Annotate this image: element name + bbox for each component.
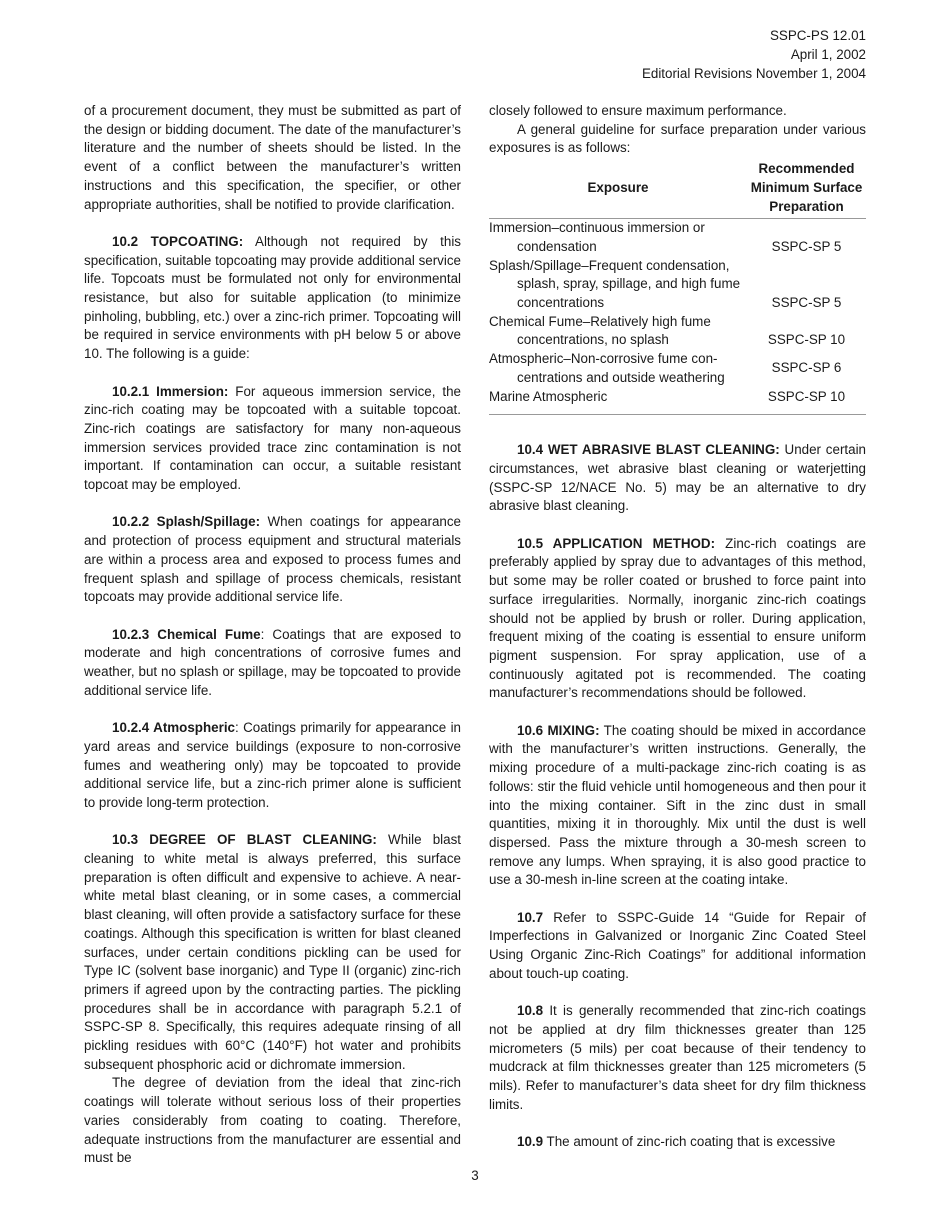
column-header-preparation: Recommended Minimum Surface Preparation bbox=[747, 160, 866, 219]
section-heading: 10.2.4 Atmospheric bbox=[112, 720, 235, 736]
section-text: Refer to SSPC-Guide 14 “Guide for Repair of Imperfections in Galvanized or Inorganic Zinc Coated Steel Using Organic Zinc-Rich Coatings” for additional information about touch-up coating. bbox=[489, 909, 866, 981]
section-10-5 bbox=[489, 535, 866, 703]
section-10-2 bbox=[84, 233, 461, 364]
preparation-cell: SSPC-SP 10 bbox=[747, 388, 866, 415]
section-10-4 bbox=[489, 441, 866, 516]
section-heading: 10.2.3 Chemical Fume bbox=[112, 626, 261, 642]
section-text: : Coatings primarily for appearance in yard areas and service buildings (exposure to non-corrosive fumes and weathering only) may be topcoated to provide additional service life, but a zinc-rich primer alone is sufficient to provide long-term protection. bbox=[84, 720, 461, 810]
surface-preparation-table bbox=[489, 160, 866, 415]
preparation-cell: SSPC-SP 10 bbox=[767, 332, 846, 348]
section-text: The amount of zinc-rich coating that is excessive bbox=[543, 1134, 836, 1150]
section-text: : Coatings that are exposed to moderate and high concentrations of corrosive fumes and weather, but no splash or spillage, may be topcoated to provide additional service life. bbox=[84, 626, 462, 698]
section-10-6 bbox=[489, 722, 866, 890]
section-text: Although not required by this specification, suitable topcoating may provide additional service life. Topcoats must be formulated not only for environmental resistance, but also for suitable application (to minimize pinholing, bubbling, etc.) over a zinc-rich primer. Topcoating will be required in service environments with pH below 5 or above 10. The following is a guide: bbox=[84, 233, 461, 362]
section-text: For aqueous immersion service, the zinc-rich coating may be topcoated with a suitable topcoat. Zinc-rich coatings are satisfactory for many non-aqueous immersion services provided trace zinc contamination is not important. If contamination can occur, a suitable resistant topcoat may be employed. bbox=[84, 383, 461, 493]
section-10-2-1 bbox=[84, 383, 461, 495]
exposure-cell: Chemical Fume–Relatively high fume concentrations, no splash bbox=[489, 313, 711, 348]
section-text: While blast cleaning to white metal is always preferred, this surface preparation is often difficult and expensive to achieve. A near-white metal blast cleaning, or in some cases, a commercial blast cleaning, will often provide a satisfactory surface for these coatings. Although this specification is written for blast cleaned surfaces, under certain conditions pickling can be used for Type IC (solvent base inorganic) and Type II (organic) zinc-rich primers if agreed upon by the contracting parties. The pickling procedures shall be in accordance with paragraph 5.2.1 of SSPC-SP 8. Specifically, this requires adequate rinsing of all pickling residues with 60°C (140°F) hot water and prohibits subsequent phosphoric acid or dichromate immersion. bbox=[84, 832, 461, 1072]
section-text: Under certain circumstances, wet abrasive blast cleaning or waterjetting (SSPC-SP 12/NACE No. 5) may be an alternative to dry abrasive blast cleaning. bbox=[489, 442, 866, 514]
guideline-paragraph: A general guideline for surface preparation under various exposures is as follows: bbox=[489, 121, 866, 156]
section-10-9 bbox=[489, 1133, 866, 1152]
section-text: It is generally recommended that zinc-rich coatings not be applied at dry film thicknesses greater than 125 micrometers (5 mils) per coat because of their tendency to mudcrack at film thicknesses greater than 125 micrometers (5 mils). Refer to manufacturer’s data sheet for dry film thickness limits. bbox=[489, 1003, 866, 1112]
table-row bbox=[489, 350, 866, 387]
section-10-7 bbox=[489, 909, 866, 984]
section-heading: 10.5 APPLICATION METHOD: bbox=[517, 535, 716, 551]
section-text: Zinc-rich coatings are preferably applied by spray due to advantages of this method, but some may be roller coated or brushed to force paint into surface irregularities. Normally, inorganic zinc-rich coatings should not be applied by brush or roller. During application, frequent mixing of the coating is essential to ensure uniform pigment suspension. For spray application, use of a continuously agitated pot is recommended. The coating manufacturer’s recommendations should be followed. bbox=[489, 535, 866, 701]
section-text: The coating should be mixed in accordance with the manufacturer’s written instructions. Generally, the mixing procedure of a multi-package zinc-rich coating is as follows: stir the fluid vehicle until homogeneous and then pour it into the mixing container. Sift in the zinc dust in small quantities, mixing it in thoroughly. Mix until the dust is well dispersed. Pass the mixture through a 30-mesh screen to remove any lumps. When spraying, it is also good practice to use a 30-mesh in-line screen at the coating intake. bbox=[489, 722, 866, 888]
table-row bbox=[489, 219, 866, 257]
intro-paragraph: of a procurement document, they must be submitted as part of the design or bidding document. The date of the manufacturer’s literature and the number of sheets should be listed. In the event of a conflict between the manufacturer’s written instructions and this specification, the specifier, or other appropriate authorities, shall be notified to provide clarification. bbox=[84, 103, 461, 212]
section-heading: 10.9 bbox=[517, 1134, 544, 1150]
table-row bbox=[489, 313, 866, 350]
section-heading: 10.4 WET ABRASIVE BLAST CLEANING: bbox=[517, 442, 780, 458]
section-heading: 10.2.1 Immersion: bbox=[112, 383, 229, 399]
section-heading: 10.3 DEGREE OF BLAST CLEANING: bbox=[112, 832, 377, 848]
column-header-exposure: Exposure bbox=[489, 160, 747, 219]
preparation-cell: SSPC-SP 6 bbox=[771, 360, 842, 376]
doc-revision: Editorial Revisions November 1, 2004 bbox=[641, 66, 866, 81]
exposure-cell: Marine Atmospheric bbox=[489, 388, 747, 415]
continuation-paragraph: closely followed to ensure maximum performance. bbox=[489, 103, 787, 118]
section-10-3 bbox=[84, 831, 461, 1074]
exposure-cell: Immersion–continuous immersion or condensation bbox=[489, 220, 705, 254]
table-row bbox=[489, 388, 866, 415]
section-10-2-3 bbox=[84, 626, 461, 701]
section-heading: 10.2.2 Splash/Spillage: bbox=[112, 514, 261, 530]
preparation-cell: SSPC-SP 5 bbox=[771, 238, 842, 254]
section-heading: 10.8 bbox=[517, 1003, 544, 1019]
page-header bbox=[642, 26, 866, 83]
exposure-cell: Atmospheric–Non-corrosive fume con- centrations and outside weathering bbox=[489, 351, 725, 385]
section-text: When coatings for appearance and protection of process equipment and structural materials are within a process area and exposed to process fumes and frequent splash and spillage of process chemicals, resistant topcoats may provide additional service life. bbox=[84, 514, 461, 605]
section-10-8 bbox=[489, 1002, 866, 1114]
exposure-cell: Splash/Spillage–Frequent condensation, splash, spray, spillage, and high fume concentrations bbox=[489, 257, 741, 311]
right-column bbox=[489, 102, 866, 1152]
doc-date: April 1, 2002 bbox=[790, 47, 866, 62]
preparation-cell: SSPC-SP 5 bbox=[771, 295, 842, 311]
table-row bbox=[489, 257, 866, 313]
section-heading: 10.7 bbox=[517, 909, 544, 925]
doc-id: SSPC-PS 12.01 bbox=[769, 28, 866, 43]
table-header-row bbox=[489, 160, 866, 219]
section-10-2-2 bbox=[84, 513, 461, 607]
section-heading: 10.6 MIXING: bbox=[517, 722, 600, 738]
section-10-3-paragraph-2: The degree of deviation from the ideal that zinc-rich coatings will tolerate without serious loss of their properties varies considerably from coating to coating. Therefore, adequate instructions from the manufacturer are essential and must be bbox=[84, 1075, 461, 1166]
section-10-2-4 bbox=[84, 719, 461, 813]
page-number: 3 bbox=[471, 1168, 479, 1183]
left-column bbox=[84, 102, 461, 1168]
section-heading: 10.2 TOPCOATING: bbox=[112, 233, 244, 249]
